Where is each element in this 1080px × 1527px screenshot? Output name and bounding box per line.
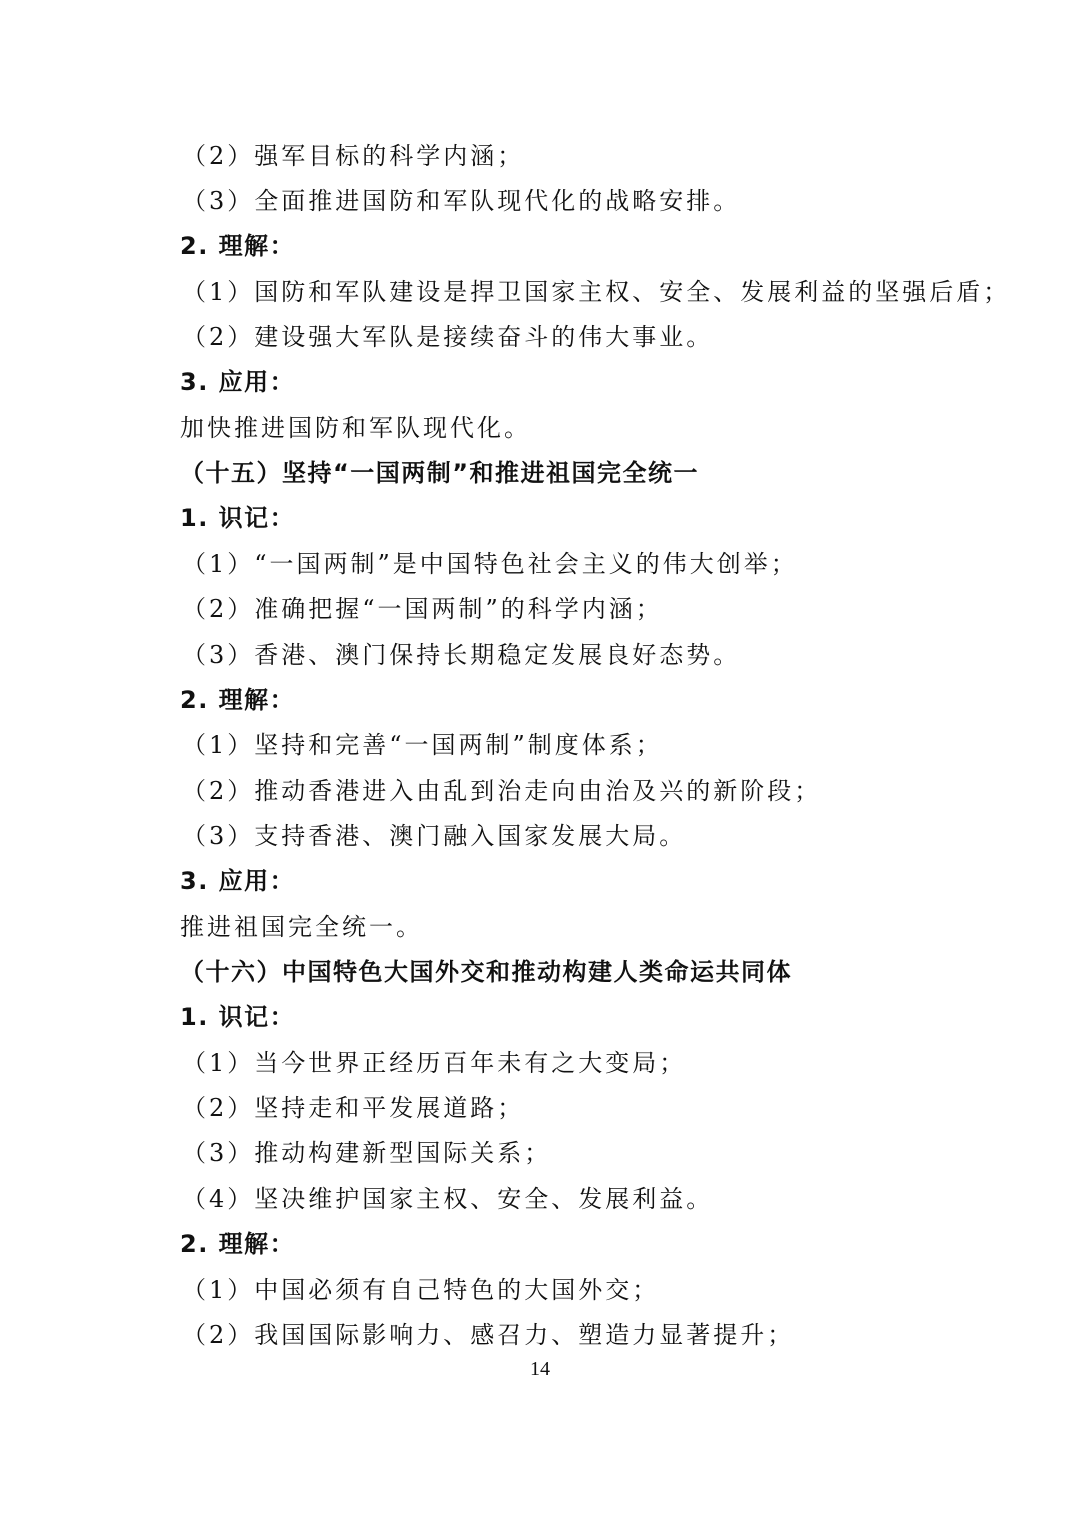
list-item: （2）强军目标的科学内涵；	[182, 142, 525, 170]
list-item: （3）香港、澳门保持长期稳定发展良好态势。	[182, 641, 741, 669]
list-item: （2）准确把握“一国两制”的科学内涵；	[182, 595, 663, 623]
list-item: （2）建设强大军队是接续奋斗的伟大事业。	[182, 323, 714, 351]
list-item: （3）全面推进国防和军队现代化的战略安排。	[182, 187, 741, 215]
list-item: （1）坚持和完善“一国两制”制度体系；	[182, 731, 663, 759]
section-heading: （十六）中国特色大国外交和推动构建人类命运共同体	[180, 958, 792, 986]
paragraph: 加快推进国防和军队现代化。	[180, 414, 531, 442]
paragraph: 推进祖国完全统一。	[180, 913, 423, 941]
list-item: （2）推动香港进入由乱到治走向由治及兴的新阶段；	[182, 777, 822, 805]
list-item: （1）中国必须有自己特色的大国外交；	[182, 1276, 660, 1304]
list-item: （3）推动构建新型国际关系；	[182, 1139, 552, 1167]
list-item: （1）“一国两制”是中国特色社会主义的伟大创举；	[182, 550, 798, 578]
list-item: （1）当今世界正经历百年未有之大变局；	[182, 1049, 687, 1077]
section-heading: （十五）坚持“一国两制”和推进祖国完全统一	[180, 459, 700, 487]
page-number: 14	[530, 1358, 550, 1380]
list-item: （1）国防和军队建设是捍卫国家主权、安全、发展利益的坚强后盾；	[182, 278, 1011, 306]
subsection-heading: 2. 理解：	[180, 232, 296, 260]
subsection-heading: 2. 理解：	[180, 686, 296, 714]
subsection-heading: 3. 应用：	[180, 867, 296, 895]
list-item: （4）坚决维护国家主权、安全、发展利益。	[182, 1185, 714, 1213]
subsection-heading: 1. 识记：	[180, 504, 296, 532]
list-item: （3）支持香港、澳门融入国家发展大局。	[182, 822, 687, 850]
subsection-heading: 2. 理解：	[180, 1230, 296, 1258]
list-item: （2）坚持走和平发展道路；	[182, 1094, 525, 1122]
subsection-heading: 3. 应用：	[180, 368, 296, 396]
subsection-heading: 1. 识记：	[180, 1003, 296, 1031]
list-item: （2）我国国际影响力、感召力、塑造力显著提升；	[182, 1321, 795, 1349]
